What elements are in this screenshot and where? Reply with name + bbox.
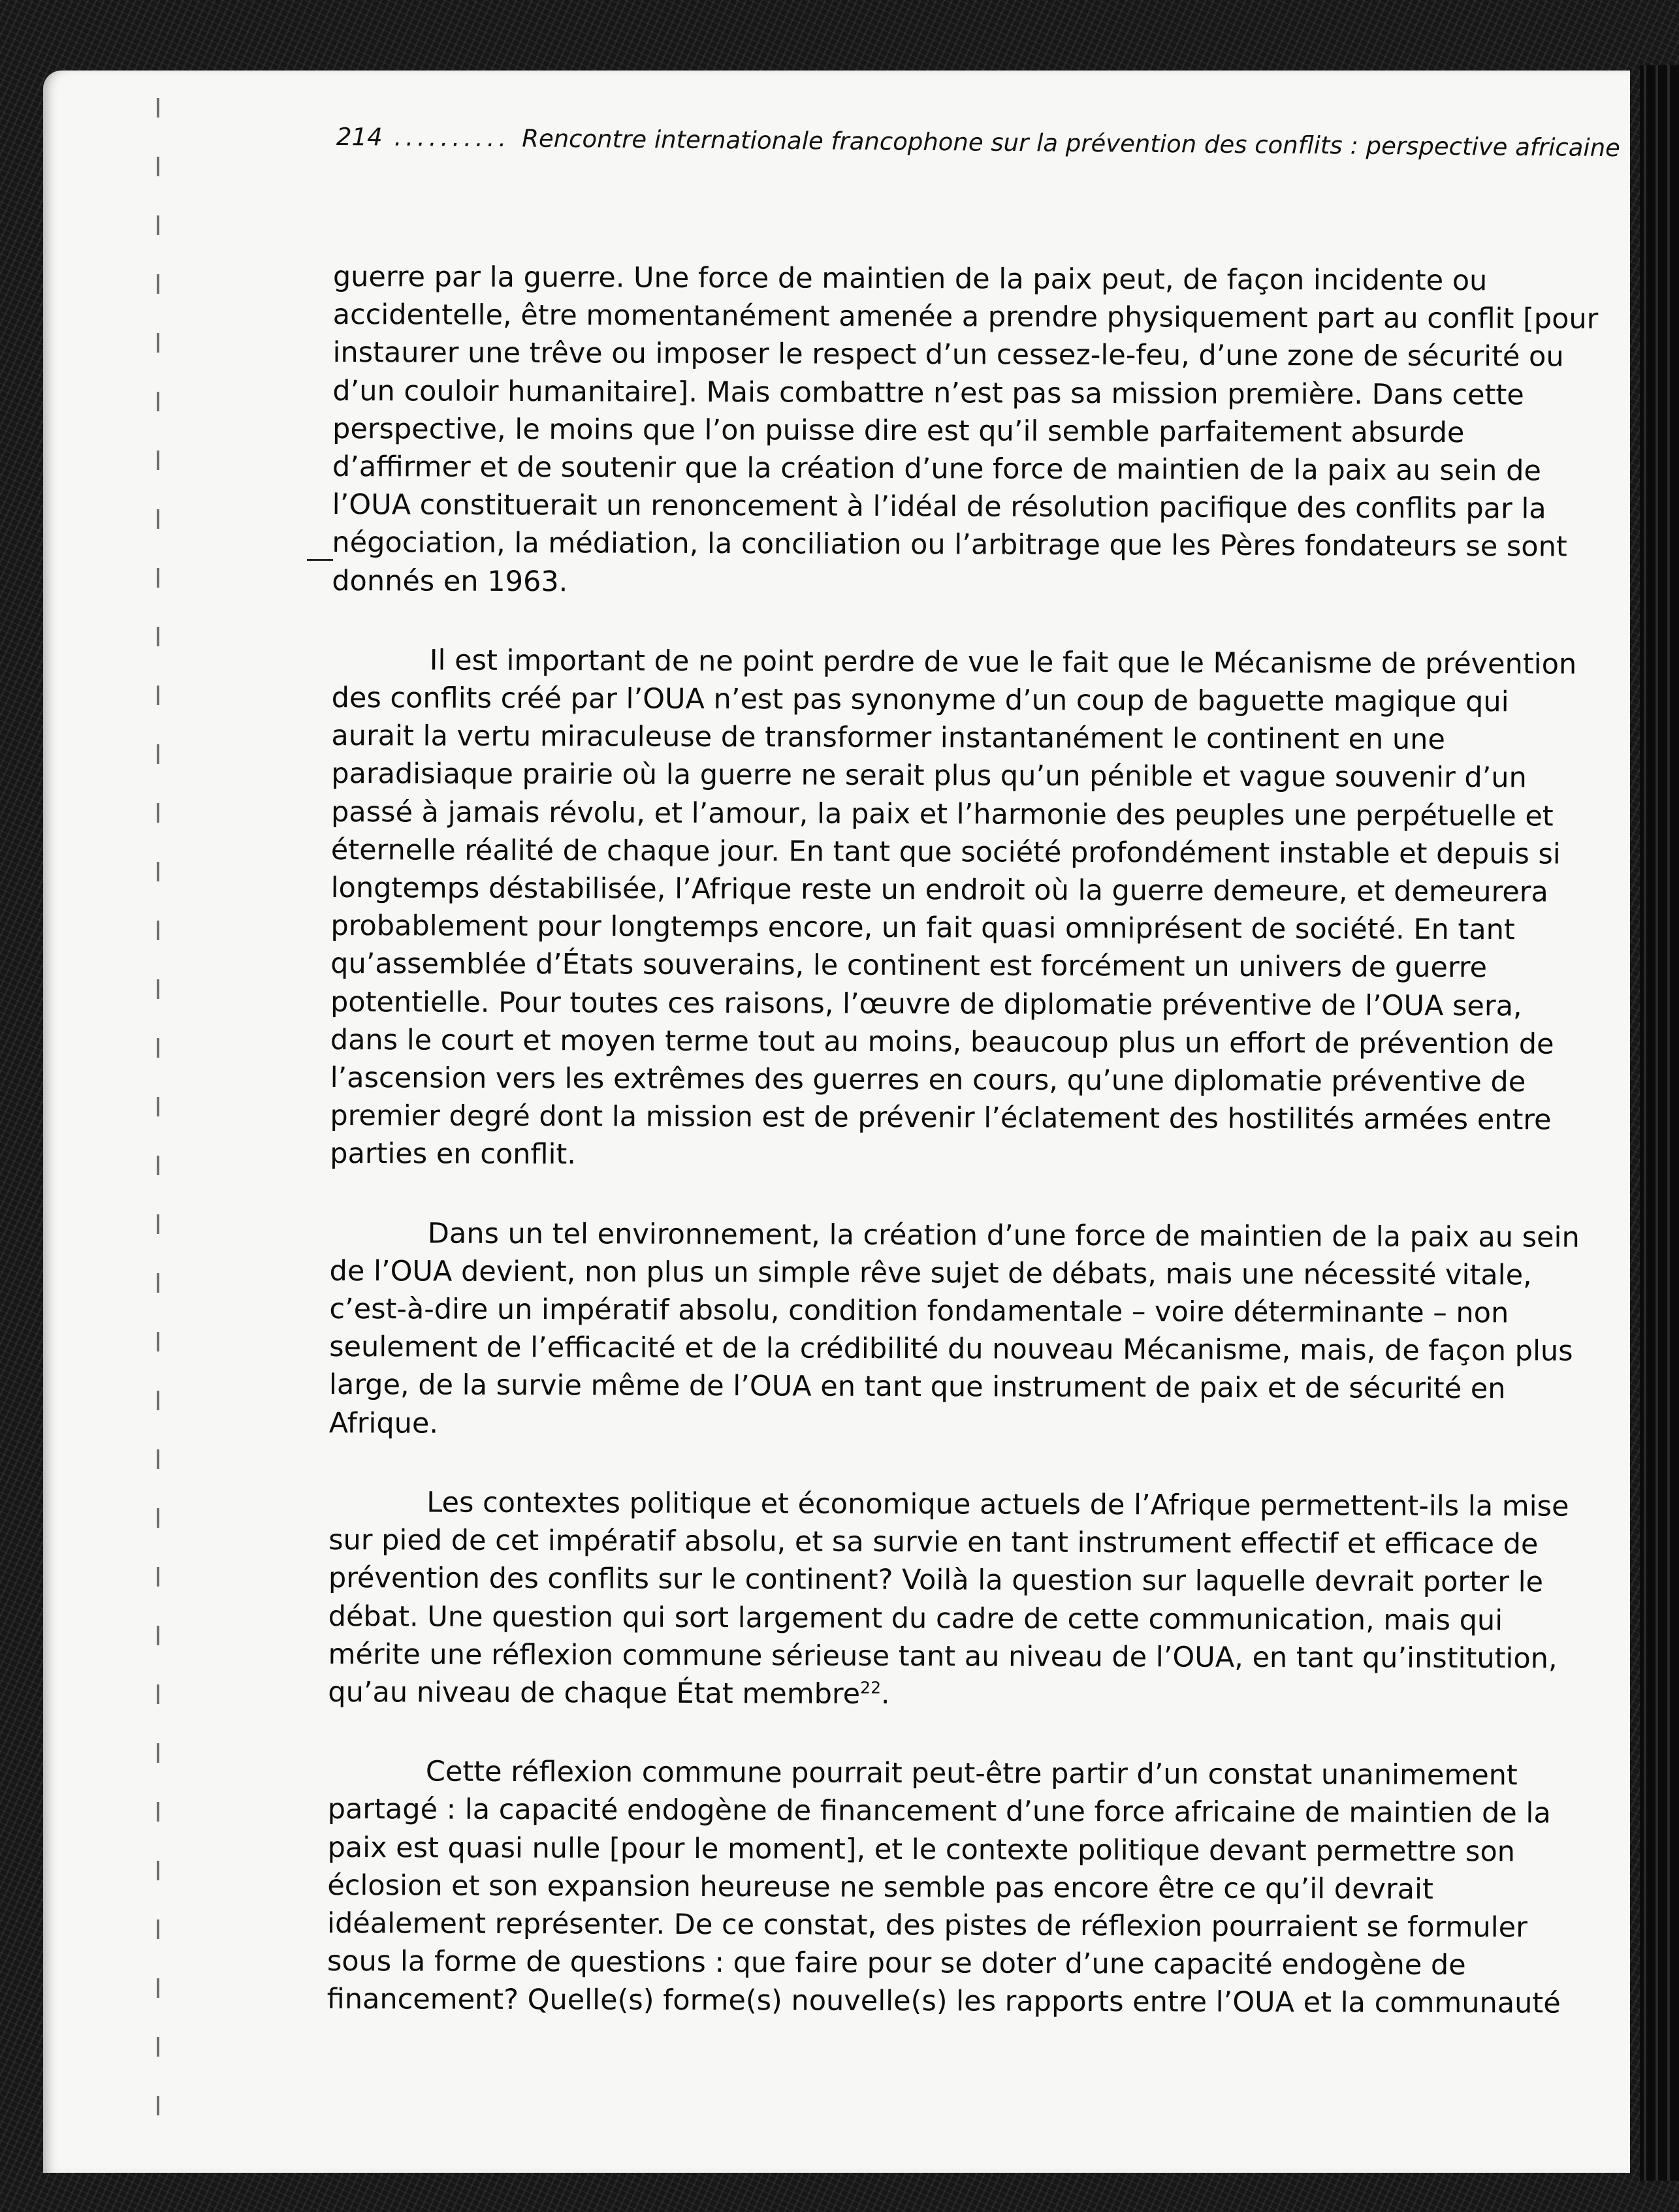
binding-margin-marks <box>157 98 159 2155</box>
body-text <box>327 258 1600 2023</box>
footnote-ref-22: 22 <box>860 1678 882 1698</box>
paragraph-3: Dans un tel environnement, la création d’une force de maintien de la paix au sein de l’OUA devient, non plus un simple rêve sujet de débats, mais une nécessité vitale, c’est-à-dire un impératif absolu, condition fondamentale – voire déterminante – non seulement de l’efficacité et de la crédibilité du nouveau Mécanisme, mais, de façon plus large, de la survie même de l’OUA en tant que instrument de paix et de sécurité en Afrique. <box>328 1217 1580 1440</box>
header-title: Rencontre internationale francophone sur la prévention des conflits : perspective africaine <box>522 124 1621 163</box>
header-leader-dots: .......... <box>394 123 511 153</box>
paragraph-1: guerre par la guerre. Une force de maintien de la paix peut, de façon incidente ou accidentelle, être momentanément amenée a prendre physiquement part au conflit [pour instaurer une trêve ou imposer le respect d’un cessez-le-feu, d’une zone de sécurité ou d’un couloir humanitaire]. Mais combattre n’est pas sa mission première. Dans cette perspective, le moins que l’on puisse dire est qu’il semble parfaitement absurde d’affirmer et de soutenir que la création d’une force de maintien de la paix au sein de l’OUA constituerait un renoncement à l’idéal de résolution pacifique des conflits par la négociation, la médiation, la conciliation ou l’arbitrage que les Pères fondateurs se sont donnés en 1963. <box>332 260 1599 598</box>
paragraph-4-text: Les contextes politique et économique actuels de l’Afrique permettent-ils la mise sur pied de cet impératif absolu, et sa survie en tant instrument effectif et efficace de prévention des conflits sur le continent? Voilà la question sur laquelle devrait porter le débat. Une question qui sort largement du cadre de cette communication, mais qui mérite une réflexion commune sérieuse tant au niveau de l’OUA, en tant qu’institution, qu’au niveau de chaque État membre <box>328 1486 1569 1711</box>
book-spine-edge <box>1640 65 1679 2181</box>
paragraph-2: Il est important de ne point perdre de vue le fait que le Mécanisme de prévention des conflits créé par l’OUA n’est pas synonyme d’un coup de baguette magique qui aurait la vertu miraculeuse de transformer instantanément le continent en une paradisiaque prairie où la guerre ne serait plus qu’un pénible et vague souvenir d’un passé à jamais révolu, et l’amour, la paix et l’harmonie des peuples une perpétuelle et éternelle réalité de chaque jour. En tant que société profondément instable et depuis si longtemps déstabilisée, l’Afrique reste un endroit où la guerre demeure, et demeurera probablement pour longtemps encore, un fait quasi omniprésent de société. En tant qu’assemblée d’États souverains, le continent est forcément un univers de guerre potentielle. Pour toutes ces raisons, l’œuvre de diplomatie préventive de l’OUA sera, dans le court et moyen terme tout au moins, beaucoup plus un effort de prévention de l’ascension vers les extrêmes des guerres en cours, qu’une diplomatie préventive de premier degré dont la mission est de prévenir l’éclatement des hostilités armées entre parties en conflit. <box>330 644 1577 1171</box>
margin-dash-mark <box>307 559 333 561</box>
paragraph-5: Cette réflexion commune pourrait peut-être partir d’un constat unanimement partagé : la capacité endogène de financement d’une force africaine de maintien de la paix est quasi nulle [pour le moment], et le contexte politique devant permettre son éclosion et son expansion heureuse ne semble pas encore être ce qu’il devrait idéalement représenter. De ce constat, des pistes de réflexion pourraient se formuler sous la forme de questions : que faire pour se doter d’une capacité endogène de financement? Quelle(s) forme(s) nouvelle(s) les rapports entre l’OUA et la communauté <box>327 1755 1561 2020</box>
paragraph-4-end: . <box>880 1677 890 1711</box>
paragraph-4 <box>328 1483 1595 1716</box>
page-number: 214 <box>336 123 383 151</box>
